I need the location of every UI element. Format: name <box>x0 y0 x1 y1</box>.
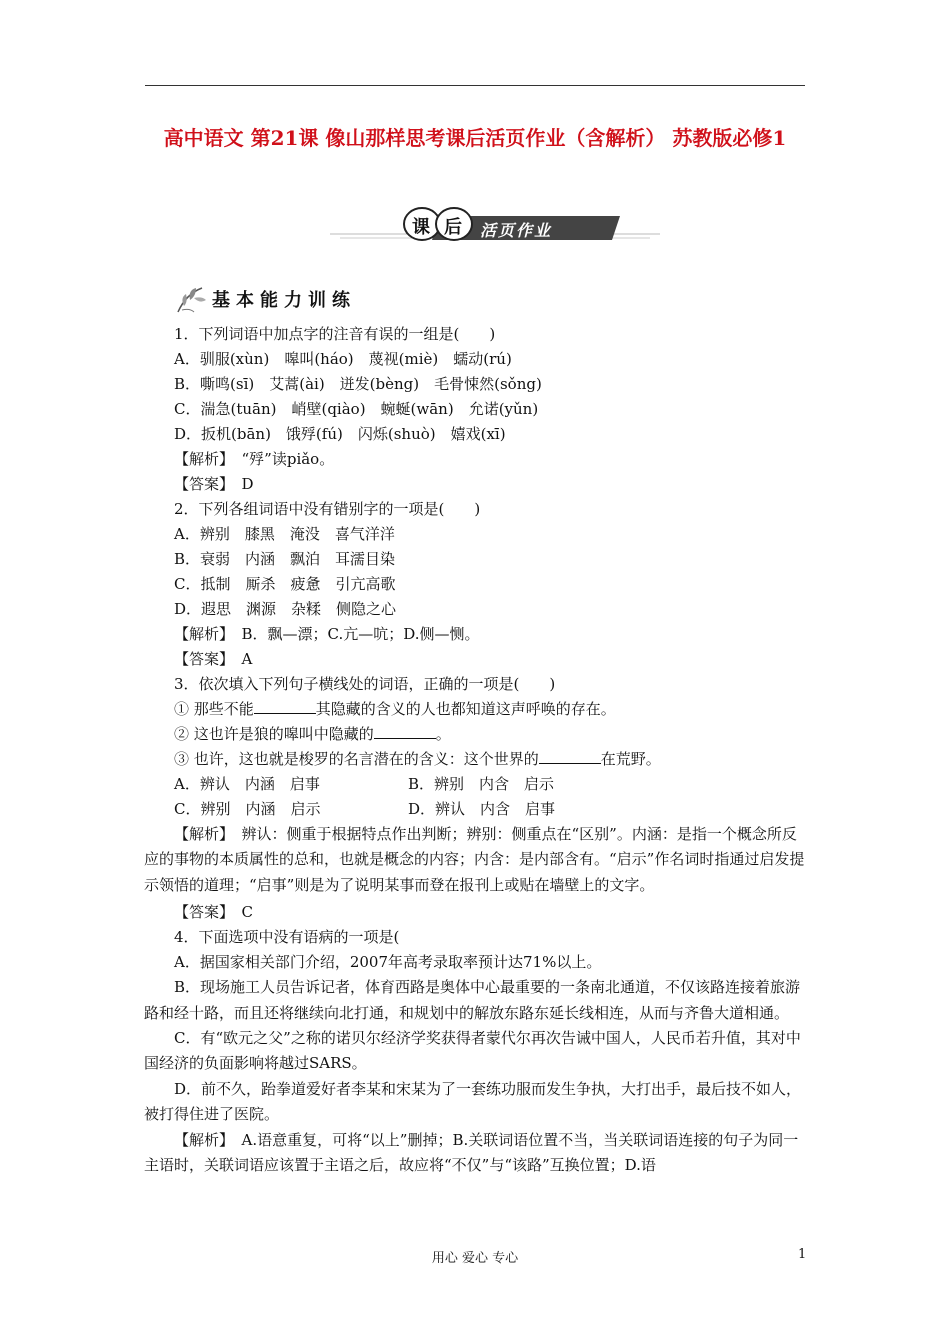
q3-s2-start: ② 这也许是狼的嗥叫中隐藏的 <box>174 725 374 743</box>
after-class-banner <box>330 204 660 250</box>
q3-options-row-2 <box>174 797 808 822</box>
q3-s3-end: 在荒野。 <box>600 750 661 768</box>
q1-option-c: C．湍急(tuān) 峭壁(qiào) 蜿蜒(wān) 允诺(yǔn) <box>174 400 539 418</box>
q3-s1-end: 其隐藏的含义的人也都知道这声呼唤的存在。 <box>315 700 616 718</box>
q1-stem: 1．下列词语中加点字的注音有误的一组是( ) <box>174 325 496 343</box>
q3-answer: 【答案】 C <box>174 903 253 922</box>
q3-s2-end: 。 <box>435 725 451 743</box>
fill-blank <box>539 749 601 764</box>
q2-option-b: B．衰弱 内涵 飘泊 耳濡目染 <box>174 550 396 568</box>
banner-char-left: 课 <box>412 217 430 238</box>
q2-answer: 【答案】 A <box>174 650 253 668</box>
q1-analysis: 【解析】 “殍”读piǎo。 <box>174 450 335 468</box>
banner-char-right: 后 <box>444 217 462 238</box>
q4-option-b: B．现场施工人员告诉记者，体育西路是奥体中心最重要的一条南北通道，不仅该路连接着旅游路和经十路，而且还将继续向北打通，和规划中的解放东路东延长线相连，从而与齐鲁大道相通。 <box>144 978 801 1022</box>
section-heading <box>176 284 356 314</box>
plant-sketch-icon <box>176 284 208 314</box>
q3-option-a: A．辨认 内涵 启事 <box>174 775 320 793</box>
q2-option-c: C．抵制 厮杀 疲惫 引亢高歌 <box>174 575 396 593</box>
q4-stem: 4．下面选项中没有语病的一项是( <box>174 928 400 947</box>
q2-option-a: A．辨别 膝黑 淹没 喜气洋洋 <box>174 525 395 543</box>
q3-stem: 3．依次填入下列句子横线处的词语，正确的一项是( ) <box>174 675 556 693</box>
q1-option-b: B．嘶鸣(sī) 艾蒿(ài) 迸发(bèng) 毛骨悚然(sǒng) <box>174 375 542 393</box>
q1-option-d: D．扳机(bān) 饿殍(fú) 闪烁(shuò) 嬉戏(xī) <box>174 425 506 443</box>
exercise-content <box>144 322 808 1178</box>
q4-option-c: C．有“欧元之父”之称的诺贝尔经济学奖获得者蒙代尔再次告诫中国人，人民币若升值，其对中国经济的负面影响将越过SARS。 <box>144 1029 801 1073</box>
q4-option-a: A．据国家相关部门介绍，2007年高考录取率预计达71%以上。 <box>174 953 602 972</box>
fill-blank <box>374 724 436 739</box>
q2-analysis: 【解析】 B．飘—漂；C.亢—吭；D.侧—恻。 <box>174 625 480 643</box>
q4-option-d: D．前不久，跆拳道爱好者李某和宋某为了一套练功服而发生争执，大打出手，最后技不如人，被打得住进了医院。 <box>144 1079 802 1124</box>
page-title: 高中语文 第21课 像山那样思考课后活页作业（含解析） 苏教版必修1 <box>163 126 787 150</box>
q3-option-d: D．辨认 内含 启事 <box>408 800 556 818</box>
q1-answer: 【答案】 D <box>174 475 254 493</box>
q1-option-a: A．驯服(xùn) 嗥叫(háo) 蔑视(miè) 蠕动(rú) <box>174 350 512 368</box>
page-number: 1 <box>798 1247 807 1262</box>
q3-sentence-2 <box>174 722 808 747</box>
q3-sentence-3 <box>174 747 808 772</box>
top-rule <box>145 85 805 86</box>
q3-sentence-1 <box>174 697 808 722</box>
footer-motto: 用心 爱心 专心 <box>431 1251 519 1266</box>
q2-option-d: D．遐思 渊源 杂糅 侧隐之心 <box>174 600 397 618</box>
q3-s1-start: ① 那些不能 <box>174 700 254 718</box>
section-title: 基本能力训练 <box>212 290 356 311</box>
q3-options-row-1 <box>174 772 808 797</box>
q3-s3-start: ③ 也许，这也就是梭罗的名言潜在的含义：这个世界的 <box>174 750 539 768</box>
fill-blank <box>254 699 316 714</box>
q3-option-b: B．辨别 内含 启示 <box>408 775 555 793</box>
q3-option-c: C．辨别 内涵 启示 <box>174 800 321 818</box>
q3-analysis: 【解析】 辨认：侧重于根据特点作出判断；辨别：侧重点在“区别”。内涵：是指一个概念所反应的事物的本质属性的总和，也就是概念的内容；内含：是内部含有。“启示”作名词时指通过启发提示领悟的道理；“启事”则是为了说明某事而登在报刊上或贴在墙壁上的文字。 <box>144 825 805 894</box>
q4-analysis: 【解析】 A.语意重复，可将“以上”删掉；B.关联词语位置不当，当关联词语连接的句子为同一主语时，关联词语应该置于主语之后，故应将“不仅”与“该路”互换位置；D.语 <box>144 1130 799 1175</box>
q2-stem: 2．下列各组词语中没有错别字的一项是( ) <box>174 500 481 518</box>
banner-script: 活页作业 <box>480 221 553 240</box>
